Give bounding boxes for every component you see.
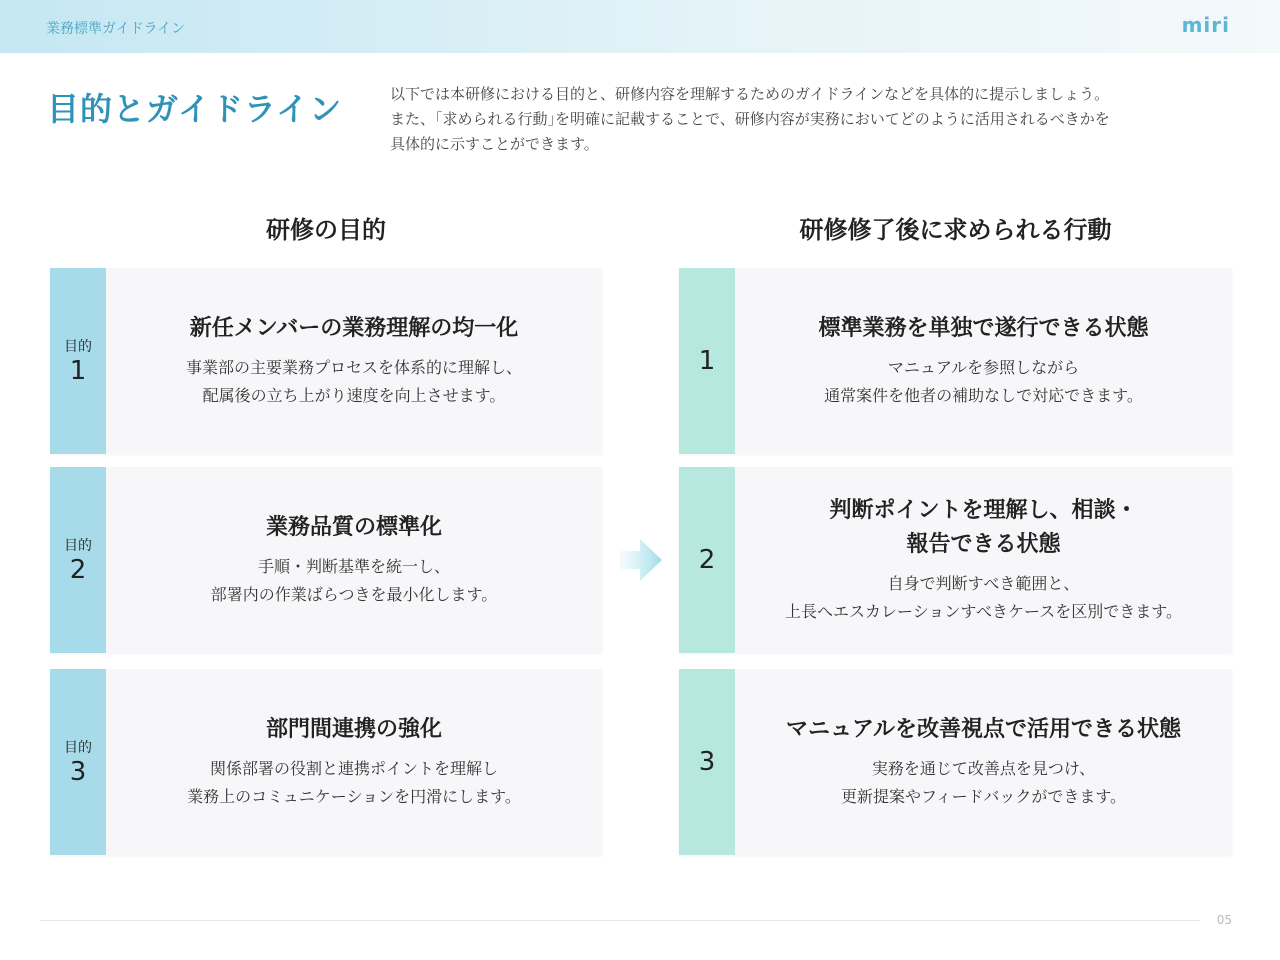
- behavior-desc-line: 上長へエスカレーションすべきケースを区別できます。: [785, 602, 1182, 621]
- footer-divider: [40, 920, 1200, 921]
- behavior-title: 報告できる状態: [906, 532, 1061, 557]
- purpose-card-3: [50, 669, 602, 855]
- intro-line: また、｢求められる行動｣を明確に記載することで、研修内容が実務においてどのように活用されるべきかを: [390, 110, 1110, 128]
- behavior-number: 2: [698, 545, 716, 575]
- behavior-desc-line: 更新提案やフィードバックができます。: [840, 787, 1127, 806]
- intro-line: 具体的に示すことができます。: [390, 135, 599, 153]
- purpose-desc-line: 関係部署の役割と連携ポイントを理解し: [209, 759, 498, 778]
- behavior-card-2: [679, 467, 1232, 653]
- purpose-label: 目的: [64, 538, 92, 554]
- behavior-title: 判断ポイントを理解し、相談・: [829, 498, 1138, 523]
- purpose-desc-line: 手順・判断基準を統一し、: [257, 557, 450, 576]
- purpose-label: 目的: [64, 740, 92, 756]
- purpose-desc-line: 配属後の立ち上がり速度を向上させます。: [202, 386, 506, 405]
- purpose-title: 業務品質の標準化: [265, 515, 442, 540]
- breadcrumb: 業務標準ガイドライン: [46, 21, 186, 37]
- behavior-title: 標準業務を単独で遂行できる状態: [818, 316, 1149, 341]
- purpose-number-strip: [50, 669, 106, 855]
- purpose-card-2: [50, 467, 602, 653]
- purpose-number-strip: [50, 268, 106, 454]
- behavior-desc-line: 実務を通じて改善点を見つけ、: [871, 759, 1096, 778]
- purpose-body: [106, 268, 602, 454]
- behavior-card-3: [679, 669, 1232, 855]
- purpose-desc-line: 部署内の作業ばらつきを最小化します。: [210, 585, 498, 604]
- behavior-body: [735, 669, 1232, 855]
- purpose-number: 1: [69, 356, 87, 386]
- behavior-number-strip: [679, 669, 735, 855]
- purpose-card-1: [50, 268, 602, 454]
- behavior-desc-line: 自身で判断すべき範囲と、: [887, 574, 1080, 593]
- page-number: 05: [1216, 913, 1232, 927]
- behavior-title: マニュアルを改善視点で活用できる状態: [785, 717, 1182, 742]
- behavior-body: [735, 268, 1232, 454]
- behavior-number: 3: [698, 747, 716, 777]
- purpose-desc-line: 業務上のコミュニケーションを円滑にします。: [187, 787, 521, 806]
- page-title: 目的とガイドライン: [47, 90, 343, 128]
- purpose-title: 部門間連携の強化: [265, 717, 442, 742]
- purpose-desc-line: 事業部の主要業務プロセスを体系的に理解し、: [185, 358, 522, 377]
- left-column-heading: 研修の目的: [266, 216, 386, 244]
- behavior-desc-line: 通常案件を他者の補助なしで対応できます。: [824, 386, 1143, 405]
- intro-line: 以下では本研修における目的と、研修内容を理解するためのガイドラインなどを具体的に提示しましょう。: [390, 85, 1110, 103]
- behavior-body: [735, 467, 1232, 653]
- purpose-body: [106, 669, 602, 855]
- behavior-desc-line: マニュアルを参照しながら: [887, 358, 1080, 377]
- purpose-number: 3: [69, 757, 87, 787]
- intro-text: [390, 82, 1210, 157]
- behavior-number-strip: [679, 467, 735, 653]
- purpose-number-strip: [50, 467, 106, 653]
- behavior-card-1: [679, 268, 1232, 454]
- purpose-number: 2: [69, 555, 87, 585]
- logo: miri: [1181, 13, 1230, 37]
- right-column-heading: 研修修了後に求められる行動: [799, 216, 1112, 244]
- behavior-number-strip: [679, 268, 735, 454]
- arrow-right-icon: [620, 537, 664, 583]
- purpose-body: [106, 467, 602, 653]
- top-bar: [0, 0, 1280, 53]
- behavior-number: 1: [698, 346, 716, 376]
- purpose-title: 新任メンバーの業務理解の均一化: [189, 316, 519, 341]
- purpose-label: 目的: [64, 339, 92, 355]
